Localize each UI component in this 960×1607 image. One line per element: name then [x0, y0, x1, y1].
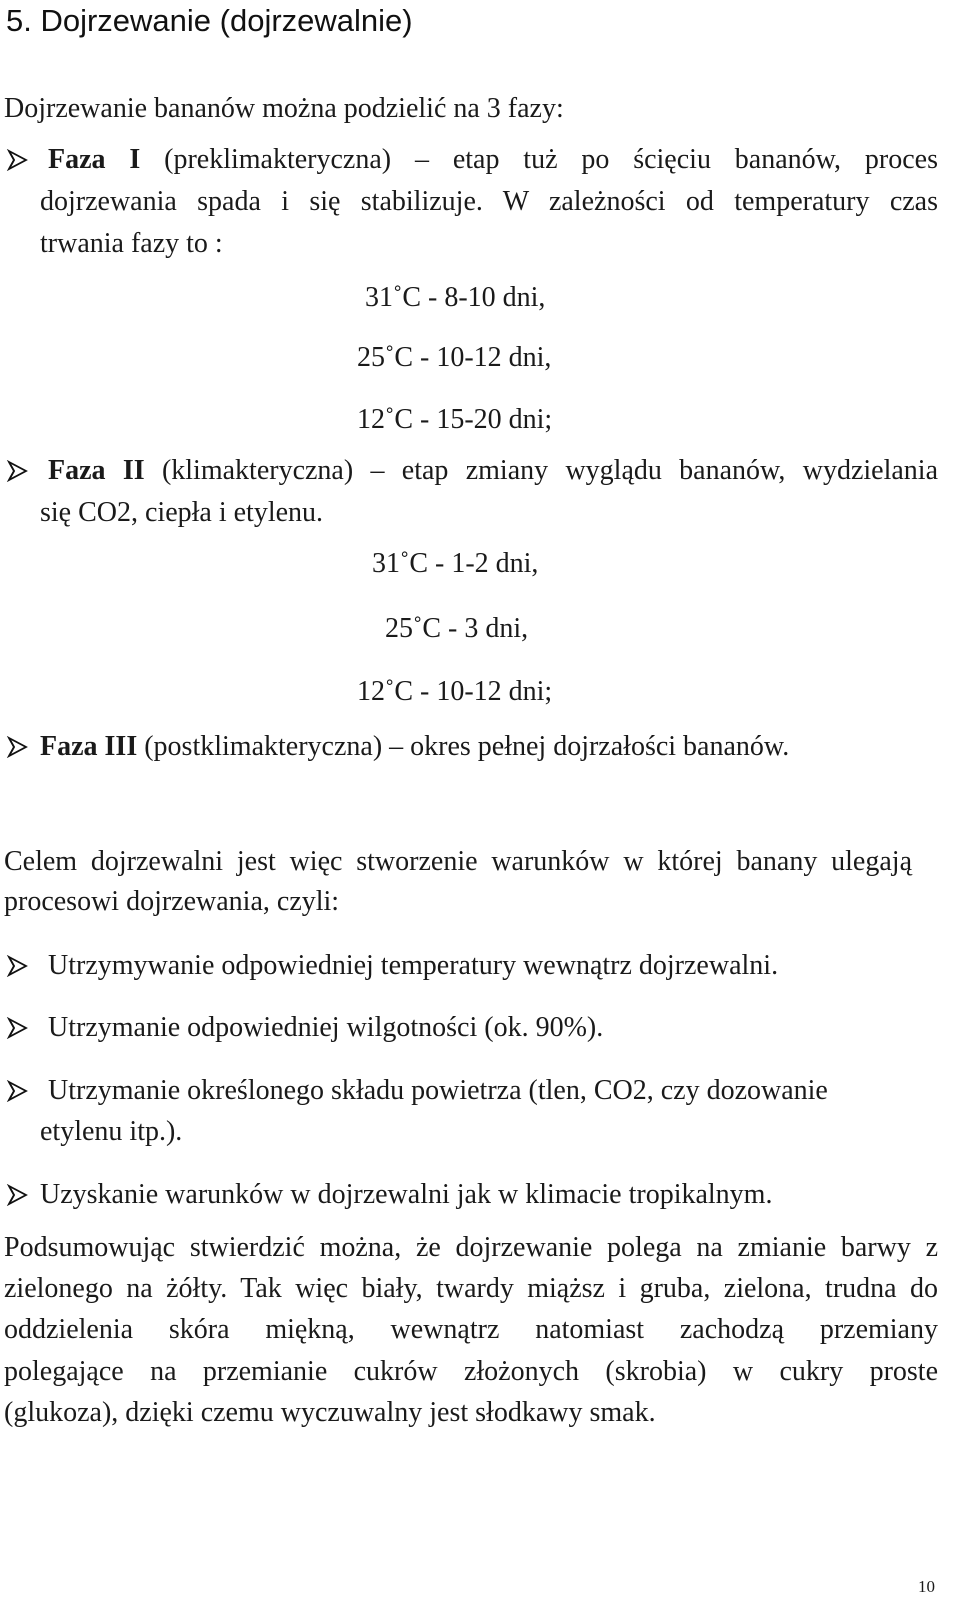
summary-line-5: (glukoza), dzięki czemu wyczuwalny jest słodkawy smak. [4, 1397, 656, 1428]
phase-2-duration-2: 25˚C - 3 dni, [385, 613, 529, 644]
summary-line-1: Podsumowując stwierdzić można, że dojrzewanie polega na zmianie barwy z [4, 1232, 938, 1263]
arrowhead-bullet-icon [6, 460, 28, 482]
summary-line-4: polegające na przemianie cukrów złożonych (skrobia) w cukry proste [4, 1356, 938, 1387]
phase-1-duration-1: 31˚C - 8-10 dni, [365, 282, 546, 313]
goal-line-1: Celem dojrzewalni jest więc stworzenie warunków w której banany ulegają [4, 846, 912, 877]
intro-text: Dojrzewanie bananów można podzielić na 3 fazy: [4, 93, 564, 124]
phase-2-description: (klimakteryczna) – etap zmiany wyglądu bananów, wydzielania [144, 455, 939, 486]
summary-line-3: oddzielenia skóra miękną, wewnątrz natomiast zachodzą przemiany [4, 1314, 938, 1345]
goal-item-3-line-2: etylenu itp.). [40, 1116, 183, 1147]
arrowhead-bullet-icon [6, 1080, 28, 1102]
phase-2-duration-3: 12˚C - 10-12 dni; [357, 676, 553, 707]
goal-item-4: Uzyskanie warunków w dojrzewalni jak w klimacie tropikalnym. [40, 1179, 773, 1210]
summary-line-2: zielonego na żółty. Tak więc biały, twardy miąższ i gruba, zielona, trudna do [4, 1273, 938, 1304]
page-number: 10 [918, 1577, 935, 1596]
phase-1-duration-2: 25˚C - 10-12 dni, [357, 342, 552, 373]
phase-1-name: Faza I [48, 144, 141, 175]
goal-line-2: procesowi dojrzewania, czyli: [4, 886, 340, 917]
arrowhead-bullet-icon [6, 1184, 28, 1206]
phase-2-line-2: się CO2, ciepła i etylenu. [40, 497, 324, 528]
phase-3-name: Faza III [40, 731, 138, 762]
phase-1-description: (preklimakteryczna) – etap tuż po ścięciu bananów, proces [140, 144, 938, 175]
arrowhead-bullet-icon [6, 149, 28, 171]
phase-1-line-2: dojrzewania spada i się stabilizuje. W zależności od temperatury czas [40, 186, 938, 217]
phase-3-line-1 [40, 731, 789, 763]
arrowhead-bullet-icon [6, 1017, 28, 1039]
phase-2-duration-1: 31˚C - 1-2 dni, [372, 548, 539, 579]
section-heading: 5. Dojrzewanie (dojrzewalnie) [6, 3, 413, 38]
phase-2-line-1 [48, 455, 938, 487]
phase-1-line-3: trwania fazy to : [40, 228, 223, 259]
arrowhead-bullet-icon [6, 955, 28, 977]
goal-item-1: Utrzymywanie odpowiedniej temperatury wewnątrz dojrzewalni. [48, 950, 779, 981]
phase-1-duration-3: 12˚C - 15-20 dni; [357, 404, 553, 435]
arrowhead-bullet-icon [6, 736, 28, 758]
phase-1-line-1 [48, 144, 938, 176]
goal-item-2: Utrzymanie odpowiedniej wilgotności (ok. 90%). [48, 1012, 604, 1043]
phase-2-name: Faza II [48, 455, 145, 486]
goal-item-3-line-1: Utrzymanie określonego składu powietrza (tlen, CO2, czy dozowanie [48, 1075, 828, 1106]
phase-3-description: (postklimakteryczna) – okres pełnej dojrzałości bananów. [137, 731, 790, 762]
